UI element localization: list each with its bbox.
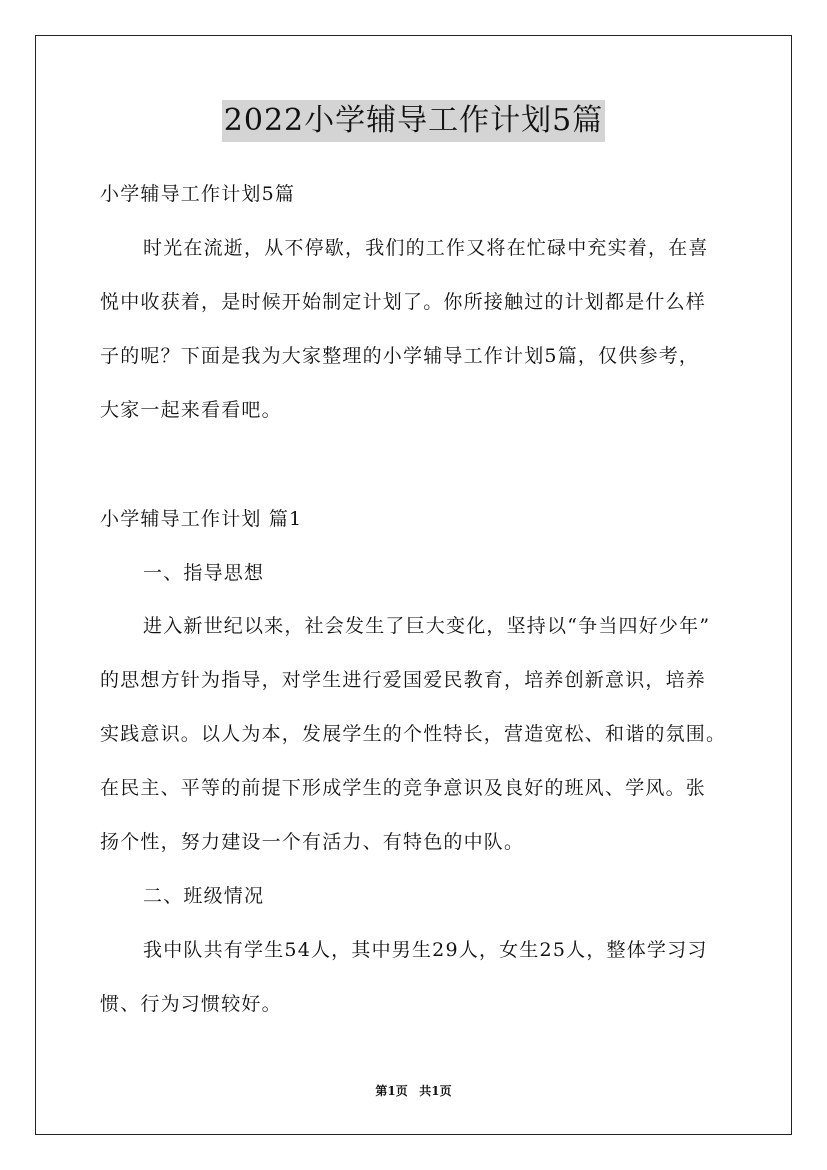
page-footer <box>0 1083 827 1099</box>
page-number: 第1页 <box>375 1084 408 1098</box>
document-title: 2022小学辅导工作计划5篇 <box>222 100 605 142</box>
paragraph-line: 惯、行为习惯较好。 <box>100 993 282 1015</box>
heading-guiding-thought: 一、指导思想 <box>143 562 265 584</box>
paragraph-line: 扬个性，努力建设一个有活力、有特色的中队。 <box>100 831 525 853</box>
title-wrap <box>0 100 827 142</box>
paragraph-line: 我中队共有学生54人，其中男生29人，女生25人，整体学习习 <box>143 939 708 961</box>
paragraph-line: 实践意识。以人为本，发展学生的个性特长，营造宽松、和谐的氛围。 <box>100 723 727 745</box>
paragraph-line: 进入新世纪以来，社会发生了巨大变化，坚持以“争当四好少年” <box>143 615 711 637</box>
section-heading: 小学辅导工作计划 篇1 <box>100 508 303 530</box>
intro-line: 子的呢？下面是我为大家整理的小学辅导工作计划5篇，仅供参考， <box>100 345 700 367</box>
intro-line: 大家一起来看看吧。 <box>100 399 282 421</box>
subtitle: 小学辅导工作计划5篇 <box>100 183 296 205</box>
intro-line: 悦中收获着，是时候开始制定计划了。你所接触过的计划都是什么样 <box>100 291 707 313</box>
paragraph-line: 在民主、平等的前提下形成学生的竞争意识及良好的班风、学风。张 <box>100 777 707 799</box>
page-total: 共1页 <box>419 1084 452 1098</box>
paragraph-line: 的思想方针为指导，对学生进行爱国爱民教育，培养创新意识，培养 <box>100 669 707 691</box>
intro-line: 时光在流逝，从不停歇，我们的工作又将在忙碌中充实着，在喜 <box>143 237 709 259</box>
heading-class-situation: 二、班级情况 <box>143 885 265 907</box>
